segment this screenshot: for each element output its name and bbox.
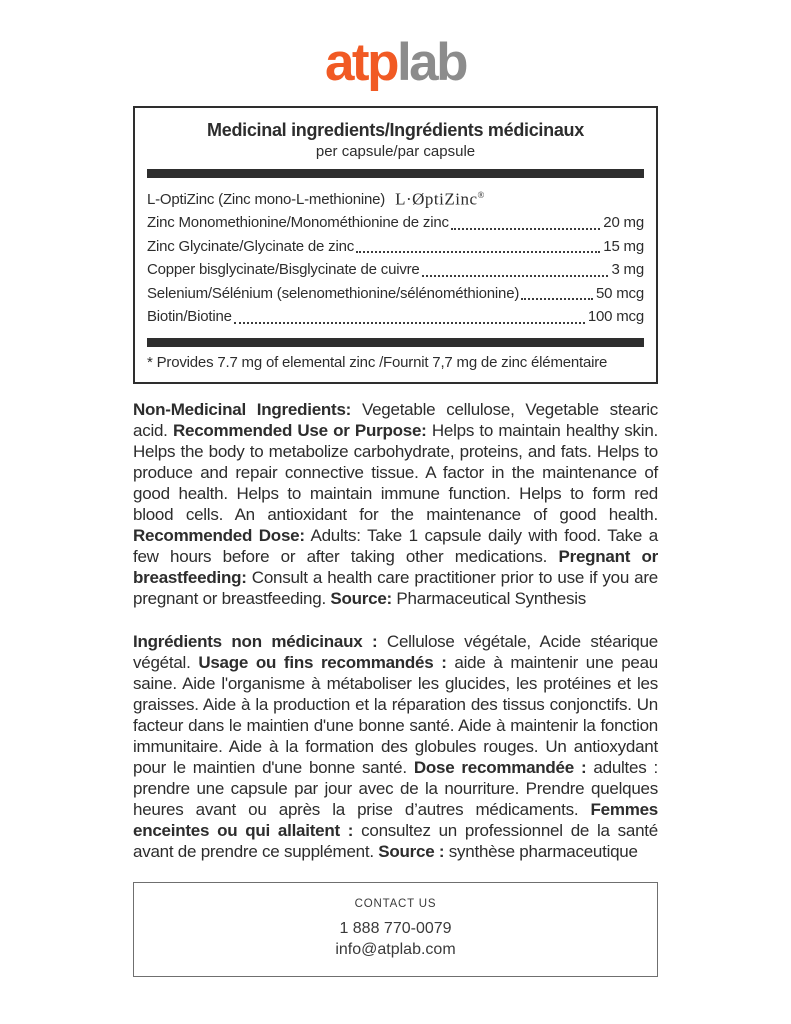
logo-atp-text: atp	[324, 33, 397, 92]
dotted-leader	[356, 251, 600, 253]
ingredient-label: L-OptiZinc (Zinc mono-L-methionine)	[147, 190, 386, 208]
english-info-paragraph	[133, 399, 658, 609]
fr-pregnant-text: consultez un professionnel de la santé avant de prendre ce supplément.	[133, 820, 658, 861]
ingredient-row-zinc-monomethionine	[147, 211, 644, 235]
contact-email: info@atplab.com	[335, 940, 456, 958]
logo-lab-text: lab	[396, 33, 467, 92]
fr-source-text: synthèse pharmaceutique	[444, 841, 638, 861]
fr-non-medicinal-text: Cellulose végétale, Acide stéarique végétal.	[133, 631, 659, 672]
panel-title: Medicinal ingredients/Ingrédients médicinaux	[207, 120, 584, 140]
en-non-medicinal-text: Vegetable cellulose, Vegetable stearic acid.	[133, 399, 658, 440]
loptizinc-brand-logo	[395, 184, 485, 211]
registered-mark: ®	[477, 190, 485, 200]
ingredient-amount: 50 mcg	[596, 284, 644, 302]
dotted-leader	[521, 298, 593, 300]
ingredient-row-selenium	[147, 282, 644, 306]
en-pregnant-text: Consult a health care practitioner prior to use if you are pregnant or breastfeeding.	[133, 567, 658, 608]
elemental-zinc-footnote: * Provides 7.7 mg of elemental zinc /Fournit 7,7 mg de zinc élémentaire	[147, 353, 608, 371]
contact-box	[133, 882, 658, 977]
fr-recommended-use-heading: Usage ou fins recommandés :	[198, 652, 447, 672]
fr-recommended-dose-heading: Dose recommandée :	[413, 757, 587, 777]
ingredient-label: Zinc Monomethionine/Monométhionine de zinc	[147, 214, 449, 232]
ingredient-amount: 100 mcg	[587, 308, 644, 326]
ingredient-amount: 20 mg	[603, 214, 644, 232]
ingredient-label: Zinc Glycinate/Glycinate de zinc	[147, 237, 355, 255]
ingredient-rows	[147, 184, 644, 329]
en-non-medicinal-heading: Non-Medicinal Ingredients:	[133, 399, 352, 419]
french-info-paragraph	[133, 631, 658, 862]
ingredient-label: Copper bisglycinate/Bisglycinate de cuivre	[147, 261, 420, 279]
ingredient-amount: 15 mg	[603, 237, 644, 255]
en-recommended-use-heading: Recommended Use or Purpose:	[172, 420, 427, 440]
dotted-leader	[234, 322, 585, 324]
en-recommended-use-text: Helps to maintain healthy skin. Helps the body to metabolize carbohydrate, proteins, and fats. Helps to produce and repair connective tissue. A factor in the maintenance of good health. Helps to maintain immune function. Helps to form red blood cells. An antioxidant for the maintenance of good health.	[133, 420, 658, 524]
divider-bar-bottom	[147, 338, 644, 347]
en-pregnant-heading: Pregnant or breastfeeding:	[133, 546, 658, 587]
en-recommended-dose-text: Adults: Take 1 capsule daily with food. Take a few hours before or after taking other medications.	[133, 525, 658, 566]
fr-recommended-use-text: aide à maintenir une peau saine. Aide l'organisme à métaboliser les glucides, les protéines et les graisses. Aide à la production et la réparation des tissus conjonctifs. Un facteur dans le maintien d'une bonne santé. Aide à maintenir la fonction immunitaire. Aide à la formation des globules rouges. Un antioxydant pour le maintien d'une bonne santé.	[133, 652, 659, 777]
ingredient-row-zinc-glycinate	[147, 235, 644, 259]
ingredient-label: Selenium/Sélénium (selenomethionine/sélénométhionine)	[147, 284, 520, 302]
ingredient-amount: 3 mg	[611, 261, 644, 279]
dotted-leader	[451, 228, 601, 230]
ingredient-row-copper-bisglycinate	[147, 258, 644, 282]
panel-subtitle: per capsule/par capsule	[315, 143, 476, 160]
en-source-heading: Source:	[330, 588, 392, 608]
contact-phone: 1 888 770-0079	[339, 919, 452, 937]
ingredient-row-loptizinc	[147, 184, 644, 211]
atplab-logo	[0, 0, 791, 92]
divider-bar-top	[147, 169, 644, 178]
contact-heading: CONTACT US	[354, 897, 437, 910]
fr-source-heading: Source :	[378, 841, 445, 861]
en-source-text: Pharmaceutical Synthesis	[391, 588, 587, 608]
medicinal-ingredients-panel	[133, 106, 658, 384]
fr-recommended-dose-text: adultes : prendre une capsule par jour avec de la nourriture. Prendre quelques heures avant ou après la prise d’autres médicaments.	[133, 757, 658, 819]
dotted-leader	[422, 275, 609, 277]
en-recommended-dose-heading: Recommended Dose:	[133, 525, 305, 545]
ingredient-label: Biotin/Biotine	[147, 308, 232, 326]
loptizinc-brand-text: L·ØptiZinc	[395, 189, 478, 209]
fr-pregnant-heading: Femmes enceintes ou qui allaitent :	[133, 799, 658, 840]
fr-non-medicinal-heading: Ingrédients non médicinaux :	[133, 631, 378, 651]
ingredient-row-biotin	[147, 305, 644, 329]
